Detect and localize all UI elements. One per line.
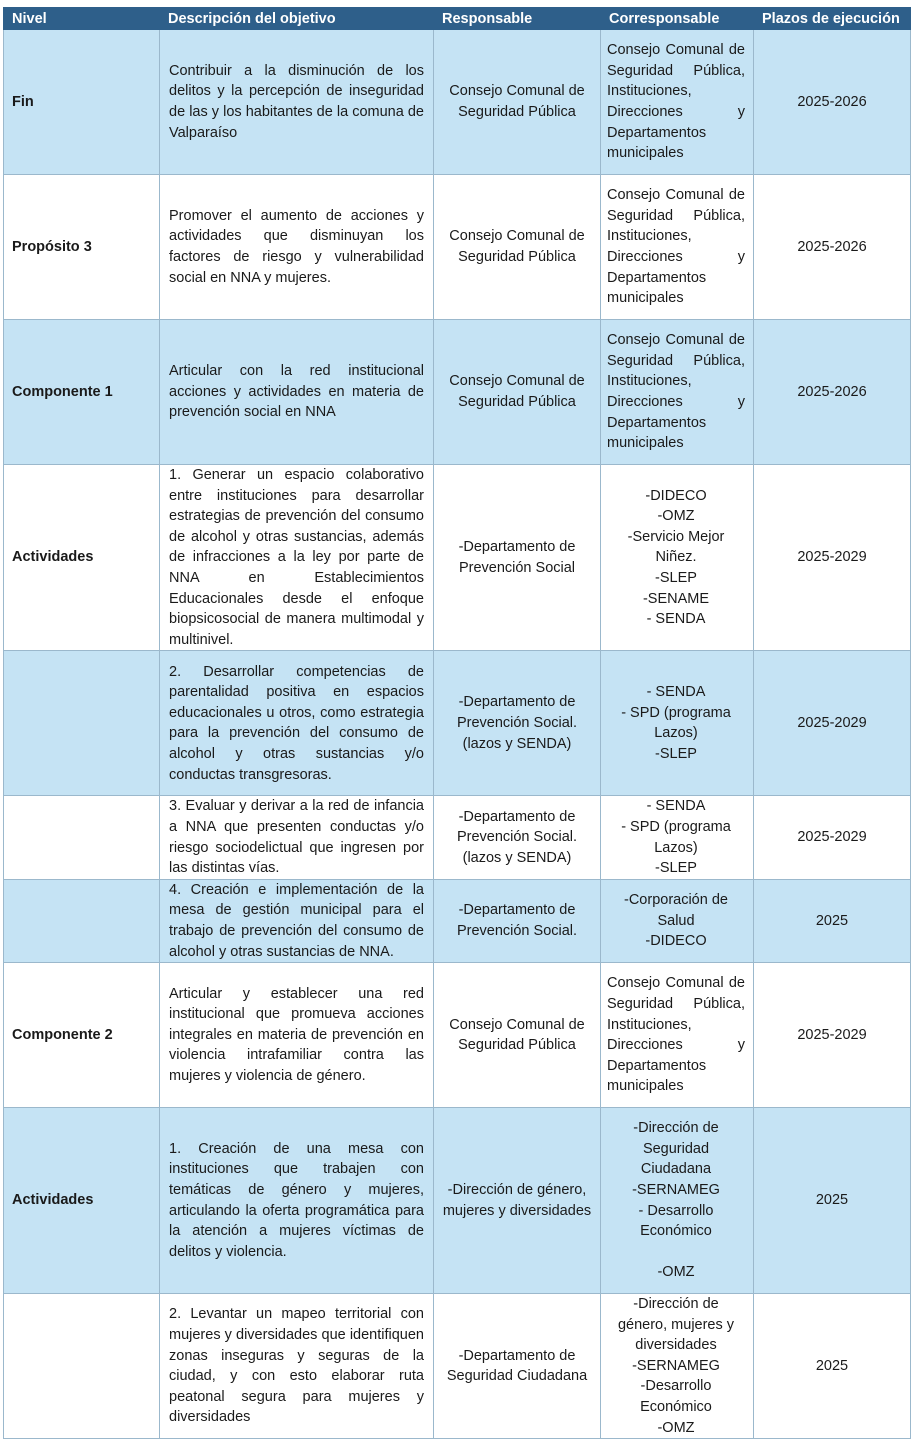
corresponsable-cell: [601, 1108, 754, 1294]
corresponsable-item: -SERNAMEG: [632, 1182, 720, 1198]
responsable-cell: -Departamento de Prevención Social: [434, 465, 601, 651]
corresponsable-cell: [601, 963, 754, 1108]
corresponsable-item: -OMZ: [657, 1419, 695, 1436]
responsable-cell: -Departamento de Prevención Social. (lazos y SENDA): [434, 796, 601, 879]
descripcion-cell: Promover el aumento de acciones y actividades que disminuyan los factores de riesgo y vulnerabilidad social en NNA y mujeres.: [160, 175, 434, 320]
table-row: [4, 175, 911, 320]
plazo-cell: 2025-2029: [754, 796, 911, 879]
nivel-cell: [4, 879, 160, 962]
table-row: [4, 1108, 911, 1294]
table-header-row: [4, 8, 911, 30]
corresponsable-item: -Corporación de Salud: [624, 892, 728, 929]
corresponsable-cell: [601, 796, 754, 879]
corresponsable-item: -DIDECO: [645, 487, 707, 504]
nivel-cell: Componente 1: [4, 320, 160, 465]
corresponsable-cell: [601, 320, 754, 465]
plazo-cell: 2025-2026: [754, 30, 911, 175]
corresponsable-item: -Desarrollo Económico: [640, 1378, 712, 1416]
descripcion-cell: Articular con la red institucional acciones y actividades en materia de prevención social en NNA: [160, 320, 434, 465]
header-descripcion: Descripción del objetivo: [160, 8, 434, 30]
responsable-cell: Consejo Comunal de Seguridad Pública: [434, 963, 601, 1108]
plazo-cell: 2025-2026: [754, 175, 911, 320]
table-body: [4, 30, 911, 1439]
responsable-cell: Consejo Comunal de Seguridad Pública: [434, 175, 601, 320]
header-nivel: Nivel: [4, 8, 160, 30]
descripcion-cell: 1. Generar un espacio colaborativo entre instituciones para desarrollar estrategias de prevención del consumo de alcohol y otras sustancias, además de infracciones a la ley por parte de NNA en Establecimientos Educacionales desde el enfoque biopsicosocial de manera multimodal y multinivel.: [160, 465, 434, 651]
corresponsable-cell: [601, 30, 754, 175]
plazo-cell: 2025-2029: [754, 651, 911, 796]
nivel-cell: Componente 2: [4, 963, 160, 1108]
corresponsable-item: -SLEP: [655, 860, 697, 877]
table-row: [4, 30, 911, 175]
descripcion-cell: 3. Evaluar y derivar a la red de infancia a NNA que presenten conductas y/o riesgo sociodelictual que ingresen por las distintas vías.: [160, 796, 434, 879]
nivel-cell: [4, 796, 160, 879]
corresponsable-cell: [601, 175, 754, 320]
corresponsable-cell: [601, 651, 754, 796]
table-row: [4, 796, 911, 879]
plazo-cell: 2025: [754, 879, 911, 962]
nivel-cell: [4, 1294, 160, 1439]
table-row: [4, 320, 911, 465]
descripcion-cell: Articular y establecer una red institucional que promueva acciones integrales en materia de prevención en violencia intrafamiliar contra las mujeres y violencia de género.: [160, 963, 434, 1108]
corresponsable-item: -DIDECO: [645, 933, 707, 950]
table-row: [4, 465, 911, 651]
responsable-cell: -Departamento de Seguridad Ciudadana: [434, 1294, 601, 1439]
corresponsable-item: -SLEP: [655, 745, 697, 762]
objectives-table-container: [3, 7, 910, 1439]
responsable-cell: -Departamento de Prevención Social.: [434, 879, 601, 962]
header-responsable: Responsable: [434, 8, 601, 30]
corresponsable-cell: [601, 465, 754, 651]
corresponsable-item: - SENDA: [646, 684, 706, 701]
corresponsable-item: -Servicio Mejor Niñez.: [627, 528, 725, 566]
corresponsable-item: Consejo Comunal de Seguridad Pública, Instituciones, Direcciones y Departamentos municipales: [607, 975, 745, 1095]
corresponsable-item: - SPD (programa Lazos): [621, 818, 731, 856]
nivel-cell: Actividades: [4, 1108, 160, 1294]
corresponsable-item: Consejo Comunal de Seguridad Pública, Instituciones, Direcciones y Departamentos municipales: [607, 42, 745, 162]
table-row: [4, 651, 911, 796]
corresponsable-item: -OMZ: [657, 508, 695, 525]
nivel-cell: Fin: [4, 30, 160, 175]
plazo-cell: 2025: [754, 1108, 911, 1294]
table-row: [4, 879, 911, 962]
header-corresponsable: Corresponsable: [601, 8, 754, 30]
objectives-table: [3, 7, 911, 1439]
corresponsable-item: -SENAME: [642, 590, 710, 607]
plazo-cell: 2025: [754, 1294, 911, 1439]
header-plazos: Plazos de ejecución: [754, 8, 911, 30]
responsable-cell: -Dirección de género, mujeres y diversidades: [434, 1108, 601, 1294]
nivel-cell: [4, 651, 160, 796]
descripcion-cell: 1. Creación de una mesa con instituciones que trabajen con temáticas de género y mujeres, articulando la oferta programática para la atención a mujeres víctimas de delitos y violencia.: [160, 1108, 434, 1294]
descripcion-cell: 2. Desarrollar competencias de parentalidad positiva en espacios educacionales u otros, como estrategia para la prevención del consumo de alcohol y otras sustancias y/o conductas transgresoras.: [160, 651, 434, 796]
corresponsable-item: - Desarrollo Económico: [638, 1202, 714, 1240]
descripcion-cell: Contribuir a la disminución de los delitos y la percepción de inseguridad de las y los habitantes de la comuna de Valparaíso: [160, 30, 434, 175]
corresponsable-item: - SPD (programa Lazos): [621, 704, 731, 742]
plazo-cell: 2025-2029: [754, 465, 911, 651]
descripcion-cell: 4. Creación e implementación de la mesa de gestión municipal para el trabajo de prevención del consumo de alcohol y otras sustancias de NNA.: [160, 879, 434, 962]
corresponsable-item: -SLEP: [655, 569, 697, 586]
plazo-cell: 2025-2029: [754, 963, 911, 1108]
corresponsable-item: Consejo Comunal de Seguridad Pública, Instituciones, Direcciones y Departamentos municipales: [607, 332, 745, 452]
corresponsable-item: - SENDA: [646, 611, 706, 628]
nivel-cell: Propósito 3: [4, 175, 160, 320]
corresponsable-item: Consejo Comunal de Seguridad Pública, Instituciones, Direcciones y Departamentos municipales: [607, 187, 745, 307]
responsable-cell: Consejo Comunal de Seguridad Pública: [434, 30, 601, 175]
responsable-cell: -Departamento de Prevención Social. (lazos y SENDA): [434, 651, 601, 796]
corresponsable-item: -SERNAMEG: [632, 1357, 720, 1374]
nivel-cell: Actividades: [4, 465, 160, 651]
table-row: [4, 1294, 911, 1439]
corresponsable-item: -Dirección de género, mujeres y diversidades: [617, 1296, 735, 1354]
corresponsable-item: -Dirección de Seguridad Ciudadana: [633, 1120, 719, 1178]
corresponsable-item: [607, 1242, 745, 1263]
corresponsable-cell: [601, 879, 754, 962]
corresponsable-item: -OMZ: [657, 1264, 695, 1281]
plazo-cell: 2025-2026: [754, 320, 911, 465]
descripcion-cell: 2. Levantar un mapeo territorial con mujeres y diversidades que identifiquen zonas inseguras y seguras de la ciudad, y con esto elaborar ruta peatonal segura para mujeres y diversidades: [160, 1294, 434, 1439]
corresponsable-item: - SENDA: [646, 798, 706, 815]
corresponsable-cell: [601, 1294, 754, 1439]
table-row: [4, 963, 911, 1108]
responsable-cell: Consejo Comunal de Seguridad Pública: [434, 320, 601, 465]
